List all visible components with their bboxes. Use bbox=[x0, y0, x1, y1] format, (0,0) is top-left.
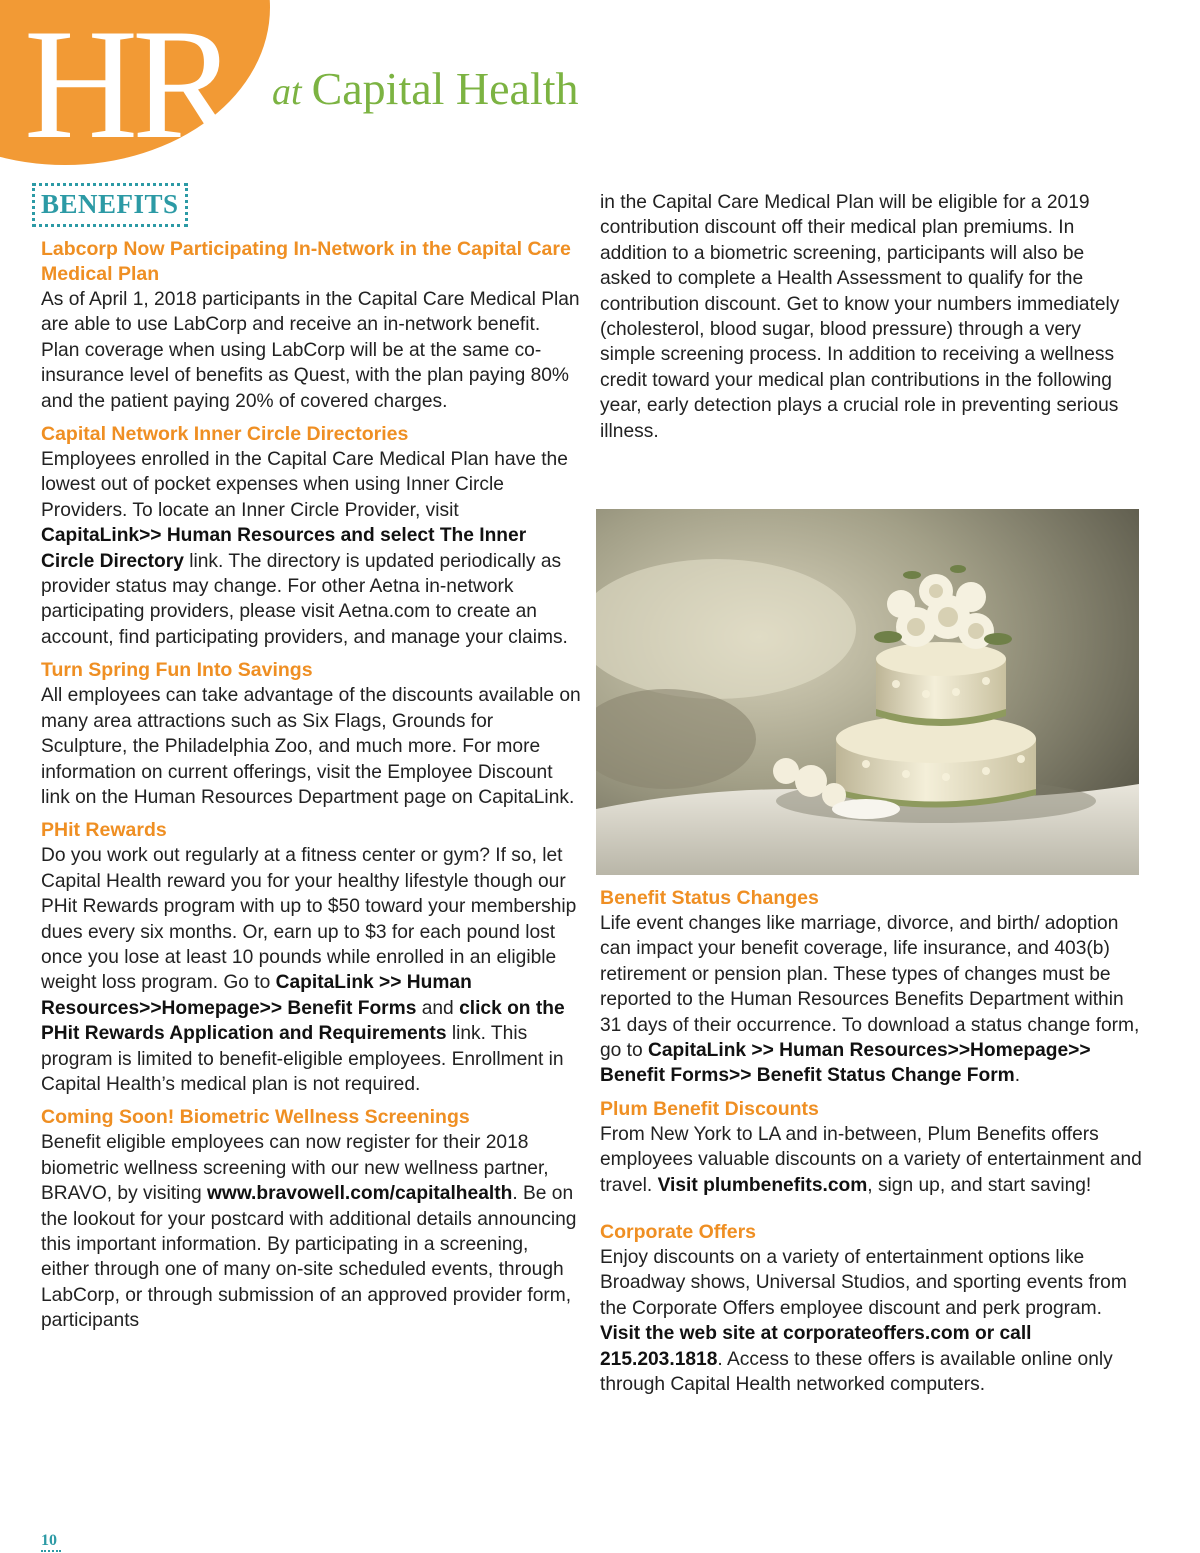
article-plum-benefits bbox=[600, 1097, 1145, 1198]
cake-illustration bbox=[596, 509, 1139, 875]
article-biometric bbox=[41, 1105, 581, 1333]
article-body: All employees can take advantage of the discounts available on many area attractions such as Six Flags, Grounds for Sculpture, the Philadelphia Zoo, and much more. For more information on current offerings, visit the Employee Discount link on the Human Resources Department page on CapitaLink. bbox=[41, 685, 581, 808]
article-phit-rewards bbox=[41, 818, 581, 1097]
article-heading: Turn Spring Fun Into Savings bbox=[41, 659, 313, 682]
article-body bbox=[41, 447, 581, 650]
corporateoffers-link[interactable]: Visit the web site at corporateoffers.com or call 215.203.1818 bbox=[600, 1323, 1032, 1370]
section-label: BENEFITS bbox=[32, 183, 188, 227]
article-heading: Coming Soon! Biometric Wellness Screenings bbox=[41, 1106, 470, 1129]
bravowell-link[interactable]: www.bravowell.com/capitalhealth bbox=[207, 1183, 513, 1205]
page-number: 10 bbox=[41, 1532, 57, 1549]
status-change-form-link[interactable]: CapitaLink >> Human Resources>>Homepage>> Benefit Forms>> Benefit Status Change Form bbox=[600, 1040, 1091, 1087]
hr-logo-text: HR bbox=[24, 0, 232, 172]
article-body bbox=[41, 1130, 581, 1333]
body-text: , sign up, and start saving! bbox=[867, 1174, 1092, 1196]
benefit-forms-link[interactable]: CapitaLink >> Human Resources>>Homepage>> Benefit Forms bbox=[41, 972, 472, 1019]
article-corporate-offers bbox=[600, 1220, 1145, 1397]
article-body bbox=[41, 843, 581, 1097]
article-heading: Capital Network Inner Circle Directories bbox=[41, 423, 409, 446]
right-column bbox=[600, 886, 1145, 1406]
body-text: . bbox=[1014, 1065, 1021, 1087]
left-column bbox=[41, 237, 581, 1342]
article-labcorp bbox=[41, 237, 581, 414]
body-text: and bbox=[416, 997, 460, 1019]
body-text: From New York to LA and in-between, Plum Benefits offers employees valuable discounts on a variety of entertainment and travel. bbox=[600, 1123, 1142, 1196]
article-heading: PHit Rewards bbox=[41, 819, 167, 842]
article-status-changes bbox=[600, 886, 1145, 1089]
article-body bbox=[600, 1122, 1145, 1198]
article-body bbox=[600, 911, 1145, 1089]
body-text: link. The directory is updated periodically as provider status may change. For other Aetna in-network participating providers, please visit Aetna.com to create an account, find participating providers, and manage your claims. bbox=[41, 550, 568, 648]
wedding-cake-photo bbox=[596, 509, 1139, 875]
right-column-continuation bbox=[600, 190, 1140, 444]
body-text: Do you work out regularly at a fitness center or gym? If so, let Capital Health reward you for your healthy lifestyle though our PHit Rewards program with up to $50 toward your membership dues every six months. Or, earn up to $3 for each pound lost once you lose at least 10 pounds while enrolled in an eligible weight loss program. Go to bbox=[41, 845, 577, 994]
title-at: at bbox=[272, 71, 302, 113]
body-text: . Be on the lookout for your postcard with additional details announcing this important information. By participating in a screening, either through one of many on-site scheduled events, through LabCorp, or through submission of an approved provider form, participants bbox=[41, 1183, 577, 1332]
inner-circle-link[interactable]: CapitaLink>> Human Resources and select The Inner Circle Directory bbox=[41, 525, 527, 572]
continuation-text: in the Capital Care Medical Plan will be eligible for a 2019 contribution discount off their medical plan premiums. In addition to a biometric screening, participants will also be asked to complete a Health Assessment to qualify for the contribution discount. Get to know your numbers immediately (cholesterol, blood sugar, blood pressure) through a very simple screening process. In addition to receiving a wellness credit toward your medical plan contributions in the following year, early detection plays a crucial role in preventing serious illness. bbox=[600, 192, 1120, 442]
article-spring-savings bbox=[41, 658, 581, 810]
article-body: As of April 1, 2018 participants in the Capital Care Medical Plan are able to use LabCorp and receive an in-network benefit. Plan coverage when using LabCorp will be at the same co-insurance level of benefits as Quest, with the plan paying 80% and the patient paying 20% of covered charges. bbox=[41, 289, 580, 412]
article-body bbox=[600, 1245, 1145, 1397]
body-text: Employees enrolled in the Capital Care Medical Plan have the lowest out of pocket expenses when using Inner Circle Providers. To locate an Inner Circle Provider, visit bbox=[41, 449, 568, 521]
title-name: Capital Health bbox=[311, 63, 579, 114]
body-text: Enjoy discounts on a variety of entertainment options like Broadway shows, Universal Studios, and sporting events from the Corporate Offers employee discount and perk program. bbox=[600, 1247, 1127, 1319]
body-text: . Access to these offers is available online only through Capital Health networked computers. bbox=[600, 1348, 1113, 1396]
article-heading: Benefit Status Changes bbox=[600, 887, 819, 909]
article-inner-circle bbox=[41, 422, 581, 650]
spacer bbox=[600, 1206, 1145, 1220]
page-title bbox=[272, 62, 579, 115]
page-number-dots bbox=[41, 1550, 61, 1552]
plumbenefits-link[interactable]: Visit plumbenefits.com bbox=[657, 1174, 868, 1196]
article-heading: Corporate Offers bbox=[600, 1221, 757, 1244]
body-text: link. This program is limited to benefit-eligible employees. Enrollment in Capital Health’s medical plan is not required. bbox=[41, 1023, 564, 1095]
article-heading: Plum Benefit Discounts bbox=[600, 1097, 819, 1120]
article-heading: Labcorp Now Participating In-Network in the Capital Care Medical Plan bbox=[41, 238, 571, 285]
body-text: Life event changes like marriage, divorce, and birth/ adoption can impact your benefit coverage, life insurance, and 403(b) retirement or pension plan. These types of changes must be reported to the Human Resources Benefits Department within 31 days of their occurrence. To download a status change form, go to bbox=[600, 913, 1140, 1062]
phit-application-link[interactable]: click on the PHit Rewards Application and Requirements bbox=[41, 997, 565, 1045]
body-text: Benefit eligible employees can now register for their 2018 biometric wellness screening with our new wellness partner, BRAVO, by visiting bbox=[41, 1132, 549, 1205]
